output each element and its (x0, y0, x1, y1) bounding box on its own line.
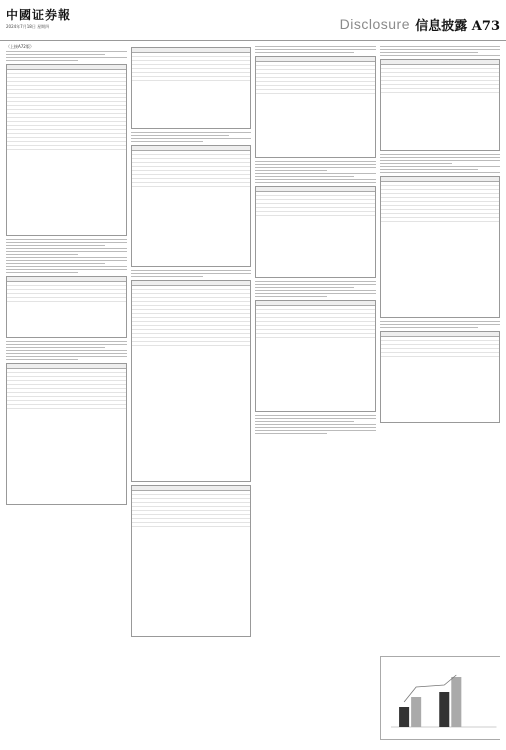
table (255, 186, 376, 278)
article-columns (6, 44, 500, 744)
masthead (0, 0, 506, 41)
table (380, 176, 501, 318)
column-2 (131, 44, 252, 744)
column-3 (255, 44, 376, 744)
table (6, 64, 127, 236)
column-1 (6, 44, 127, 744)
continued-from: （上接A72版） (6, 44, 34, 49)
table (380, 331, 501, 423)
table (255, 56, 376, 158)
issue-date: 2024年7月18日 星期四 (6, 24, 50, 29)
column-4 (380, 44, 501, 744)
table (131, 145, 252, 267)
table (255, 300, 376, 412)
section-label-en: Disclosure (339, 16, 410, 32)
table (131, 280, 252, 482)
section-title: 信息披露 A73 (415, 19, 500, 34)
table (6, 276, 127, 338)
table (131, 485, 252, 637)
newspaper-logo: 中國证券報 (6, 8, 72, 22)
table (131, 47, 252, 129)
table (380, 59, 501, 151)
table (6, 363, 127, 505)
bar-line-chart (380, 656, 501, 740)
